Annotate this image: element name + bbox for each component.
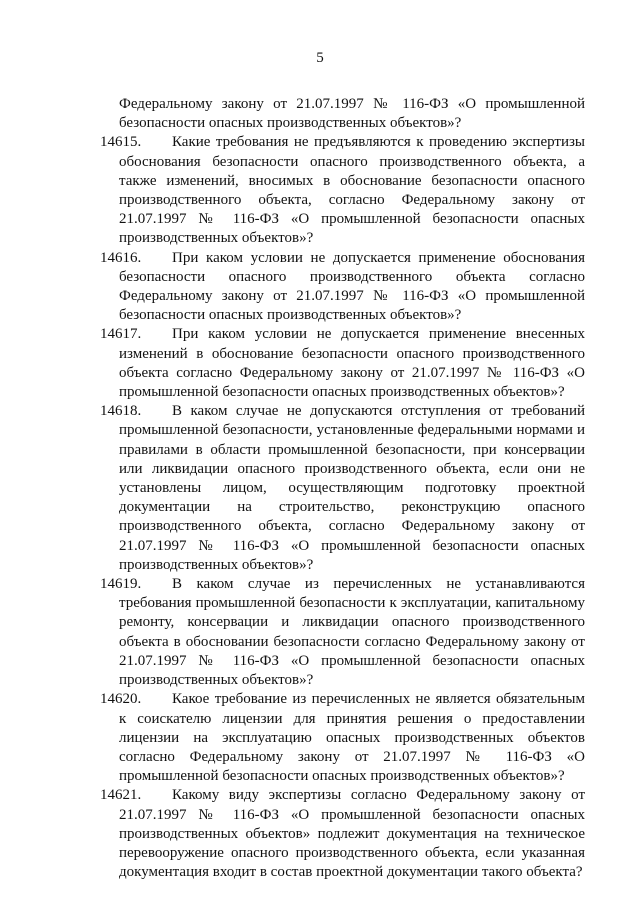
question-text: Какие требования не предъявляются к проведению экспертизы обоснования безопасности опасного производственного объекта, а также изменений, вносимых в обоснование безопасности опасного производственного объекта, согласно Федеральному закону от 21.07.1997 № 116-ФЗ «О промышленной безопасности опасных производственных объектов»? [119, 134, 585, 247]
question-number: 14617. [100, 326, 142, 343]
question-text: При каком условии не допускается применение внесенных изменений в обоснование безопасности опасного производственного объекта согласно Федеральному закону от 21.07.1997 № 116-ФЗ «О промышленной безопасности опасных производственных объектов»? [119, 326, 585, 401]
question-item [100, 325, 585, 402]
question-text: В каком случае не допускаются отступления от требований промышленной безопасности, установленные федеральными нормами и правилами в области промышленной безопасности, при консервации или ликвидации опасного производственного объекта, если они не установлены лицом, осуществляющим подготовку проектной документации на строительство, реконструкцию опасного производственного объекта, согласно Федеральному закону от 21.07.1997 № 116-ФЗ «О промышленной безопасности опасных производственных объектов»? [119, 403, 585, 573]
question-number: 14618. [100, 403, 142, 420]
question-text: Какое требование из перечисленных не является обязательным к соискателю лицензии для принятия решения о предоставлении лицензии на эксплуатацию опасных производственных объектов согласно Федеральному закону от 21.07.1997 № 116-ФЗ «О промышленной безопасности опасных производственных объектов»? [119, 691, 585, 785]
question-item [100, 133, 585, 248]
question-number: 14621. [100, 787, 142, 804]
question-item [100, 786, 585, 882]
question-number: 14619. [100, 576, 142, 593]
question-text: Какому виду экспертизы согласно Федеральному закону от 21.07.1997 № 116-ФЗ «О промышленной безопасности опасных производственных объектов» подлежит документация на техническое перевооружение опасного производственного объекта, если указанная документация входит в состав проектной документации такого объекта? [119, 787, 585, 881]
page-number: 5 [316, 50, 324, 66]
question-number: 14615. [100, 134, 142, 151]
question-text: При каком условии не допускается применение обоснования безопасности опасного производственного объекта согласно Федеральному закону от 21.07.1997 № 116-ФЗ «О промышленной безопасности опасных производственных объектов»? [119, 249, 585, 324]
question-number: 14616. [100, 249, 142, 266]
question-number: 14620. [100, 691, 142, 708]
continuation-paragraph: Федеральному закону от 21.07.1997 № 116-ФЗ «О промышленной безопасности опасных производственных объектов»? [119, 96, 585, 132]
question-item [100, 690, 585, 786]
page-content [100, 95, 585, 882]
question-item [100, 249, 585, 326]
question-item [100, 402, 585, 575]
question-item [100, 575, 585, 690]
question-text: В каком случае из перечисленных не устанавливаются требования промышленной безопасности к эксплуатации, капитальному ремонту, консервации и ликвидации опасного производственного объекта в обосновании безопасности согласно Федеральному закону от 21.07.1997 № 116-ФЗ «О промышленной безопасности опасных производственных объектов»? [119, 576, 585, 689]
